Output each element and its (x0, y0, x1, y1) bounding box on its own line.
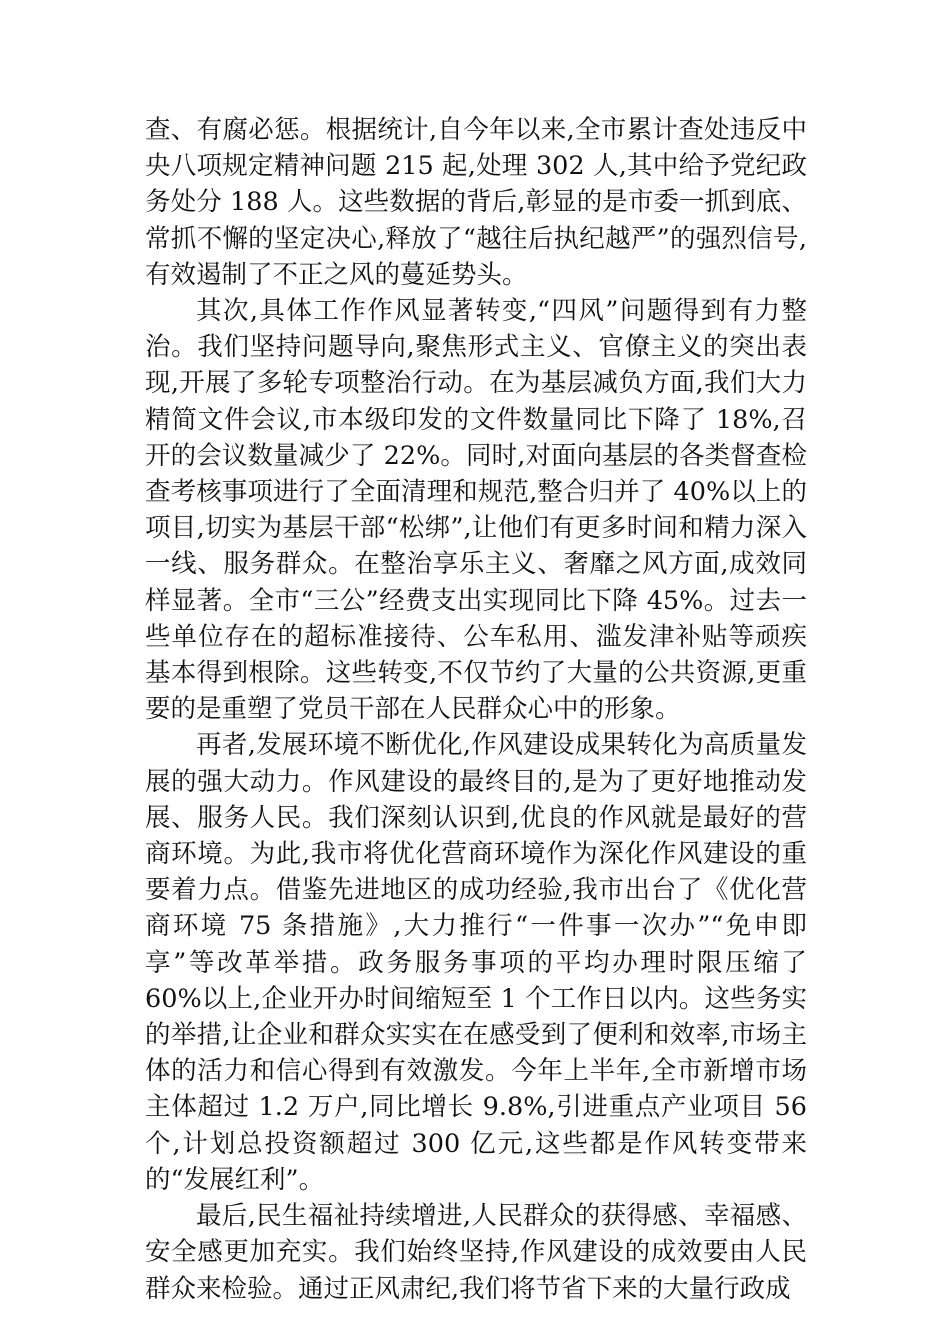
paragraph-continued: 查、有腐必惩。根据统计,自今年以来,全市累计查处违反中央八项规定精神问题 215 起,处理 302 人,其中给予党纪政务处分 188 人。这些数据的背后,彰显的是市委一抓到底、常抓不懈的坚定决心,释放了“越往后执纪越严”的强烈信号,有效遏制了不正之风的蔓延势头。 (145, 115, 807, 290)
paragraph-livelihood: 最后,民生福祉持续增进,人民群众的获得感、幸福感、安全感更加充实。我们始终坚持,作风建设的成效要由人民群众来检验。通过正风肃纪,我们将节省下来的大量行政成 (145, 1201, 807, 1304)
document-body (145, 112, 807, 1307)
paragraph-business-environment: 再者,发展环境不断优化,作风建设成果转化为高质量发展的强大动力。作风建设的最终目的,是为了更好地推动发展、服务人民。我们深刻认识到,优良的作风就是最好的营商环境。为此,我市将优化营商环境作为深化作风建设的重要着力点。借鉴先进地区的成功经验,我市出台了《优化营商环境 75 条措施》,大力推行“一件事一次办”“免申即享”等改革举措。政务服务事项的平均办理时限压缩了 60%以上,企业开办时间缩短至 1 个工作日以内。这些务实的举措,让企业和群众实实在在感受到了便利和效率,市场主体的活力和信心得到有效激发。今年上半年,全市新增市场主体超过 1.2 万户,同比增长 9.8%,引进重点产业项目 56 个,计划总投资额超过 300 亿元,这些都是作风转变带来的“发展红利”。 (145, 730, 807, 1195)
paragraph-style-change: 其次,具体工作作风显著转变,“四风”问题得到有力整治。我们坚持问题导向,聚焦形式主义、官僚主义的突出表现,开展了多轮专项整治行动。在为基层减负方面,我们大力精简文件会议,市本级印发的文件数量同比下降了 18%,召开的会议数量减少了 22%。同时,对面向基层的各类督查检查考核事项进行了全面清理和规范,整合归并了 40%以上的项目,切实为基层干部“松绑”,让他们有更多时间和精力深入一线、服务群众。在整治享乐主义、奢靡之风方面,成效同样显著。全市“三公”经费支出实现同比下降 45%。过去一些单位存在的超标准接待、公车私用、滥发津补贴等顽疾基本得到根除。这些转变,不仅节约了大量的公共资源,更重要的是重塑了党员干部在人民群众心中的形象。 (145, 296, 807, 725)
